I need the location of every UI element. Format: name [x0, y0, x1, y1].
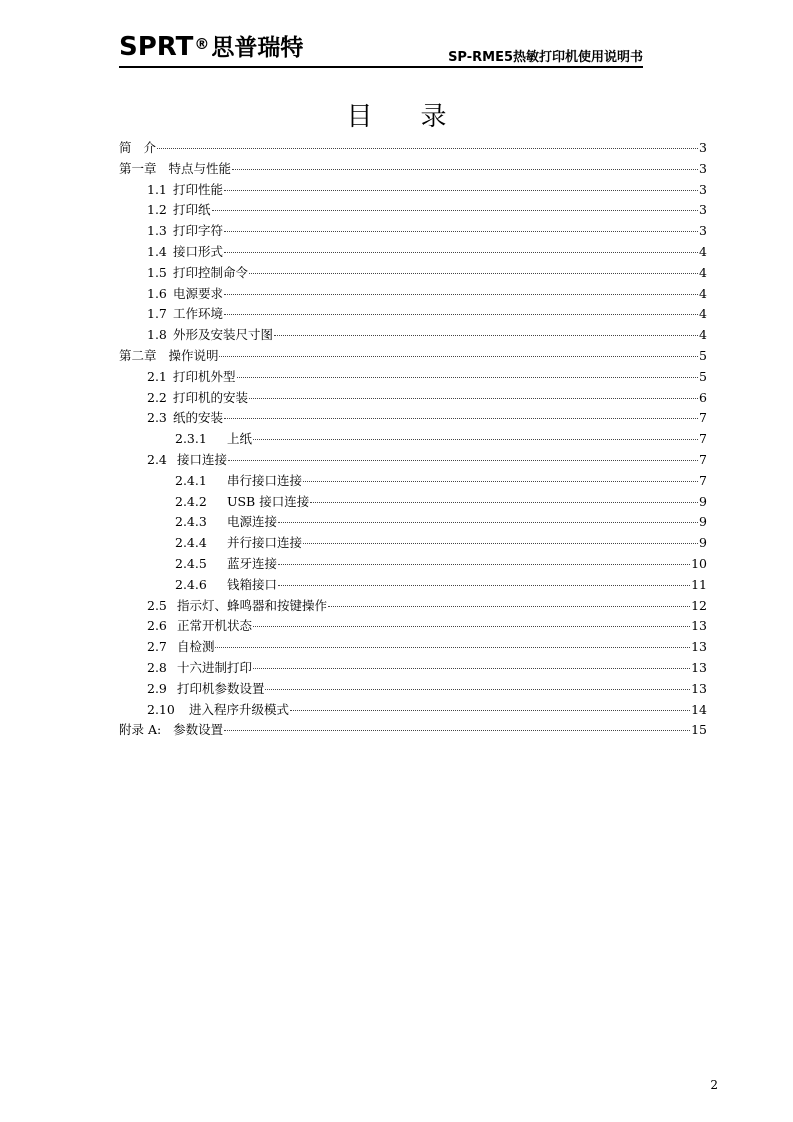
toc-entry[interactable]	[119, 346, 707, 367]
toc-entry-number: 2.4.5	[175, 555, 207, 571]
toc-entry-page: 4	[699, 306, 707, 322]
toc-entry-label	[147, 658, 252, 679]
toc-entry-title: 打印性能	[172, 181, 223, 197]
toc-entry-number: 第一章	[119, 160, 157, 176]
toc-entry-title: 打印纸	[172, 202, 211, 218]
toc-entry-number: 第二章	[119, 347, 157, 363]
toc-entry-title: 介	[143, 140, 156, 155]
toc-entry-page: 10	[691, 555, 707, 571]
toc-entry-page: 4	[699, 285, 707, 301]
toc-dot-leader	[278, 521, 698, 523]
toc-entry[interactable]	[119, 637, 707, 658]
toc-entry-number: 1.2	[147, 202, 167, 218]
toc-entry-title: 并行接口连接	[226, 535, 302, 551]
toc-entry-page: 5	[699, 347, 707, 363]
toc-entry-label	[119, 720, 223, 741]
table-of-contents	[119, 138, 707, 741]
toc-entry-page: 7	[699, 472, 707, 488]
toc-entry-title: 打印机外型	[172, 368, 236, 384]
toc-dot-leader	[274, 334, 698, 336]
toc-entry-label	[147, 180, 223, 201]
toc-entry-number: 2.5	[147, 597, 167, 613]
toc-entry-title: 十六进制打印	[176, 659, 252, 675]
toc-entry-title: 特点与性能	[168, 160, 231, 176]
toc-dot-leader	[157, 147, 698, 149]
toc-entry-label	[147, 616, 252, 637]
toc-entry-title: 纸的安装	[172, 410, 223, 426]
toc-entry-number: 1.6	[147, 285, 167, 301]
toc-entry-label	[147, 325, 273, 346]
brand-logo	[119, 32, 303, 63]
toc-entry-page: 4	[699, 264, 707, 280]
toc-entry-page: 6	[699, 389, 707, 405]
toc-dot-leader	[219, 355, 698, 357]
toc-entry-label	[147, 450, 227, 471]
toc-entry-label	[147, 263, 248, 284]
toc-entry-title: 打印机的安装	[172, 389, 248, 405]
toc-entry-page: 3	[699, 160, 707, 176]
toc-dot-leader	[224, 417, 698, 419]
toc-dot-leader	[265, 688, 690, 690]
toc-entry-page: 3	[699, 140, 707, 155]
toc-dot-leader	[253, 625, 690, 627]
toc-dot-leader	[328, 605, 690, 607]
toc-dot-leader	[224, 729, 690, 731]
toc-entry[interactable]	[119, 492, 707, 513]
toc-dot-leader	[278, 584, 690, 586]
registered-mark: ®	[194, 35, 210, 53]
toc-dot-leader	[278, 563, 690, 565]
toc-entry-title: 接口连接	[176, 451, 227, 467]
toc-entry-label	[119, 159, 231, 180]
toc-entry-number: 2.7	[147, 639, 167, 655]
brand-name-cn: 思普瑞特	[211, 35, 304, 61]
toc-entry-label	[147, 679, 264, 700]
toc-dot-leader	[212, 209, 699, 211]
toc-entry-page: 15	[691, 722, 707, 738]
toc-entry-page: 7	[699, 410, 707, 426]
toc-entry[interactable]	[119, 658, 707, 679]
toc-dot-leader	[310, 501, 698, 503]
toc-entry-page: 9	[699, 535, 707, 551]
toc-entry[interactable]	[119, 242, 707, 263]
toc-entry[interactable]	[119, 325, 707, 346]
toc-entry[interactable]	[119, 512, 707, 533]
toc-dot-leader	[232, 168, 698, 170]
toc-entry-number: 简	[119, 140, 132, 155]
toc-entry-page: 13	[691, 680, 707, 696]
toc-entry-label	[147, 221, 223, 242]
toc-entry-label	[119, 346, 218, 367]
toc-dot-leader	[249, 397, 698, 399]
toc-entry-page: 12	[691, 597, 707, 613]
toc-entry-number: 1.1	[147, 181, 167, 197]
toc-entry[interactable]	[119, 304, 707, 325]
toc-entry-title: 自检测	[176, 639, 215, 655]
toc-entry-label	[175, 512, 277, 533]
toc-entry-number: 2.2	[147, 389, 167, 405]
toc-entry-page: 13	[691, 659, 707, 675]
toc-entry-page: 4	[699, 243, 707, 259]
toc-entry-label	[147, 388, 248, 409]
toc-entry-number: 2.4	[147, 451, 167, 467]
toc-dot-leader	[290, 709, 690, 711]
toc-entry-number: 2.3	[147, 410, 167, 426]
toc-entry-title: 打印控制命令	[172, 264, 248, 280]
toc-entry-number: 2.4.1	[175, 472, 207, 488]
toc-entry-number: 2.4.2	[175, 493, 207, 509]
toc-entry-label	[147, 408, 223, 429]
toc-entry-page: 3	[699, 202, 707, 218]
toc-entry-label	[147, 596, 327, 617]
toc-dot-leader	[253, 438, 698, 440]
toc-entry-number: 1.8	[147, 327, 167, 343]
toc-entry-page: 9	[699, 493, 707, 509]
toc-entry-title: 蓝牙连接	[226, 555, 277, 571]
toc-entry-page: 13	[691, 639, 707, 655]
toc-entry[interactable]	[119, 388, 707, 409]
toc-dot-leader	[215, 646, 690, 648]
toc-entry[interactable]	[119, 221, 707, 242]
toc-entry[interactable]	[119, 471, 707, 492]
toc-entry-number: 1.5	[147, 264, 167, 280]
toc-entry-title: USB 接口连接	[226, 493, 310, 509]
toc-heading-left: 目	[346, 102, 373, 132]
toc-entry-number: 1.7	[147, 306, 167, 322]
toc-heading	[0, 100, 793, 134]
toc-entry[interactable]	[119, 700, 707, 721]
toc-dot-leader	[224, 189, 698, 191]
toc-entry-title: 电源要求	[172, 285, 223, 301]
toc-dot-leader	[224, 293, 698, 295]
toc-entry-label	[175, 429, 252, 450]
document-title: SP-RME5热敏打印机使用说明书	[448, 50, 643, 65]
toc-entry-label	[175, 554, 277, 575]
toc-entry[interactable]	[119, 367, 707, 388]
toc-entry-title: 操作说明	[168, 347, 219, 363]
toc-entry-title: 指示灯、蜂鸣器和按键操作	[176, 597, 327, 613]
page-header	[119, 28, 643, 68]
toc-entry-title: 上纸	[226, 431, 252, 447]
toc-entry-title: 钱箱接口	[226, 576, 277, 592]
toc-entry[interactable]	[119, 429, 707, 450]
toc-entry-label	[147, 304, 223, 325]
toc-entry-label	[147, 700, 289, 721]
toc-entry[interactable]	[119, 138, 707, 159]
toc-dot-leader	[224, 251, 698, 253]
toc-entry[interactable]	[119, 533, 707, 554]
toc-entry-title: 打印机参数设置	[176, 680, 265, 696]
toc-entry-title: 进入程序升级模式	[188, 701, 289, 717]
toc-dot-leader	[253, 667, 690, 669]
toc-dot-leader	[303, 542, 698, 544]
page-number: 2	[710, 1078, 718, 1092]
toc-entry-page: 7	[699, 451, 707, 467]
toc-entry-page: 7	[699, 431, 707, 447]
toc-entry-number: 2.4.3	[175, 514, 207, 530]
toc-entry[interactable]	[119, 284, 707, 305]
toc-entry[interactable]	[119, 554, 707, 575]
toc-entry-title: 接口形式	[172, 243, 223, 259]
toc-entry-title: 参数设置	[173, 722, 224, 738]
toc-dot-leader	[237, 376, 699, 378]
toc-entry-label	[147, 367, 236, 388]
toc-entry-page: 3	[699, 223, 707, 239]
toc-entry-number: 1.3	[147, 223, 167, 239]
toc-entry-number: 2.4.6	[175, 576, 207, 592]
toc-entry-page: 14	[691, 701, 707, 717]
toc-entry-page: 3	[699, 181, 707, 197]
toc-entry[interactable]	[119, 720, 707, 741]
toc-entry[interactable]	[119, 200, 707, 221]
toc-dot-leader	[224, 313, 698, 315]
toc-dot-leader	[303, 480, 698, 482]
toc-entry-label	[175, 492, 309, 513]
toc-entry-title: 串行接口连接	[226, 472, 302, 488]
toc-entry[interactable]	[119, 616, 707, 637]
toc-entry-title: 工作环境	[172, 306, 223, 322]
toc-entry-page: 11	[691, 576, 707, 592]
toc-entry[interactable]	[119, 575, 707, 596]
toc-entry[interactable]	[119, 450, 707, 471]
toc-heading-right: 录	[420, 102, 447, 132]
toc-entry[interactable]	[119, 159, 707, 180]
toc-dot-leader	[224, 230, 698, 232]
toc-dot-leader	[249, 272, 698, 274]
toc-entry-number: 2.10	[147, 701, 175, 717]
toc-entry-label	[147, 242, 223, 263]
toc-entry-title: 电源连接	[226, 514, 277, 530]
toc-entry-number: 附录 A:	[119, 722, 162, 738]
toc-entry-page: 9	[699, 514, 707, 530]
toc-entry-label	[175, 575, 277, 596]
toc-entry[interactable]	[119, 408, 707, 429]
toc-entry-page: 4	[699, 327, 707, 343]
toc-entry-label	[175, 471, 302, 492]
toc-entry-label	[147, 200, 211, 221]
toc-entry-number: 2.8	[147, 659, 167, 675]
toc-entry[interactable]	[119, 679, 707, 700]
toc-entry-label	[119, 138, 156, 159]
toc-entry-number: 2.6	[147, 618, 167, 634]
toc-entry-title: 打印字符	[172, 223, 223, 239]
toc-entry[interactable]	[119, 263, 707, 284]
toc-entry-number: 2.9	[147, 680, 167, 696]
toc-entry-title: 外形及安装尺寸图	[172, 327, 273, 343]
brand-name: SPRT	[119, 32, 194, 62]
toc-entry-label	[147, 284, 223, 305]
toc-entry-number: 2.4.4	[175, 535, 207, 551]
toc-entry-page: 13	[691, 618, 707, 634]
toc-entry-label	[175, 533, 302, 554]
toc-entry-label	[147, 637, 214, 658]
toc-entry-number: 2.3.1	[175, 431, 207, 447]
toc-entry-number: 2.1	[147, 368, 167, 384]
toc-entry[interactable]	[119, 596, 707, 617]
toc-entry-page: 5	[699, 368, 707, 384]
toc-entry-title: 正常开机状态	[176, 618, 252, 634]
toc-dot-leader	[228, 459, 698, 461]
toc-entry[interactable]	[119, 180, 707, 201]
toc-entry-number: 1.4	[147, 243, 167, 259]
